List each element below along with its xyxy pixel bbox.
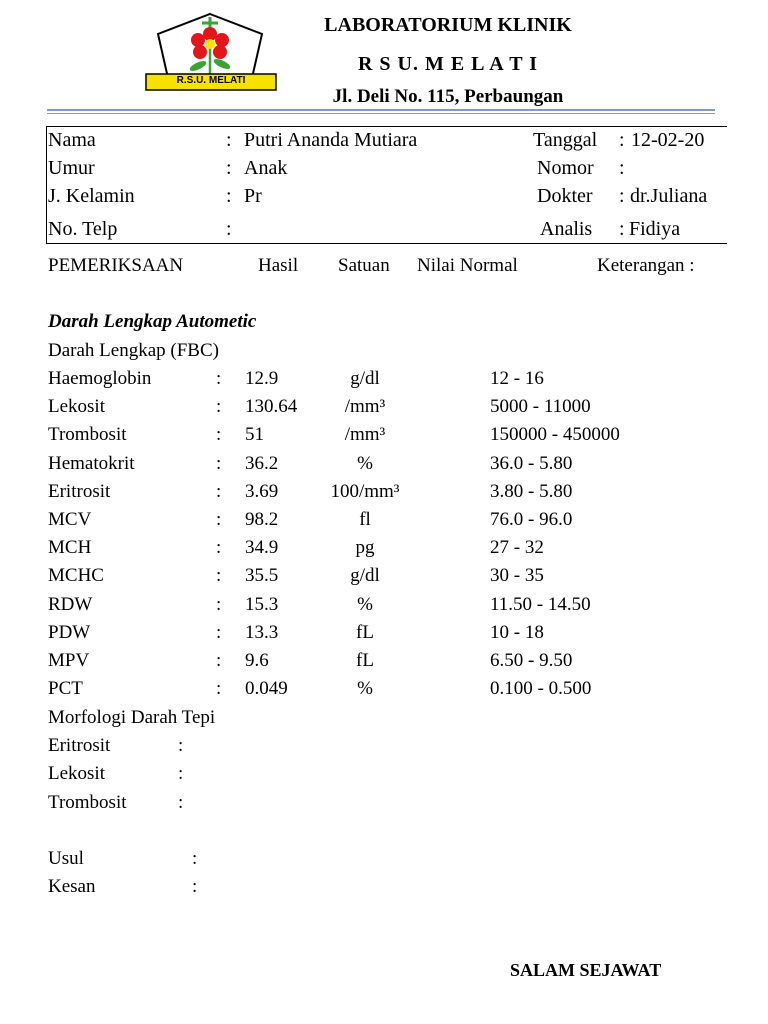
hospital-logo <box>140 12 280 92</box>
result-normal: 36.0 - 5.80 <box>490 453 573 474</box>
colon: : <box>226 157 232 179</box>
header-divider <box>47 109 715 111</box>
result-name: MCV <box>48 509 92 530</box>
colon: : <box>178 735 184 756</box>
colon: : <box>226 218 232 240</box>
result-name: RDW <box>48 594 93 615</box>
footer-field-label: Kesan <box>48 876 96 897</box>
result-unit: /mm³ <box>344 396 386 417</box>
result-name: MPV <box>48 650 90 671</box>
result-value: 9.6 <box>245 650 269 671</box>
section-subtitle: Darah Lengkap (FBC) <box>48 340 219 361</box>
patient-sex-label: J. Kelamin <box>48 185 135 207</box>
hospital-name: R S U. M E L A T I <box>357 53 539 75</box>
patient-name-label: Nama <box>48 129 96 151</box>
result-value: 36.2 <box>245 453 279 474</box>
result-name: PDW <box>48 622 91 643</box>
colon: : <box>192 848 198 869</box>
result-normal: 150000 - 450000 <box>490 424 620 445</box>
colon: : <box>619 185 625 207</box>
result-unit: g/dl <box>350 565 380 586</box>
colon: : <box>216 368 222 389</box>
result-name: Eritrosit <box>48 481 111 502</box>
col-hasil: Hasil <box>258 255 299 276</box>
section-title: Darah Lengkap Autometic <box>48 311 257 332</box>
result-normal: 76.0 - 96.0 <box>490 509 573 530</box>
colon: : <box>226 185 232 207</box>
col-satuan: Satuan <box>338 255 390 276</box>
colon: : <box>216 453 222 474</box>
result-unit: % <box>357 594 373 615</box>
result-name: Lekosit <box>48 396 105 417</box>
col-pemeriksaan: PEMERIKSAAN <box>48 255 184 276</box>
result-normal: 5000 - 11000 <box>490 396 591 417</box>
colon: : <box>226 129 232 151</box>
result-value: 130.64 <box>245 396 298 417</box>
result-unit: g/dl <box>350 368 380 389</box>
colon: : <box>178 763 184 784</box>
colon: : <box>216 396 222 417</box>
result-value: 15.3 <box>245 594 279 615</box>
colon: : <box>216 481 222 502</box>
result-normal: 27 - 32 <box>490 537 544 558</box>
patient-age-value: Anak <box>244 157 288 179</box>
footer-field-label: Usul <box>48 848 84 869</box>
col-keterangan: Keterangan : <box>597 255 695 276</box>
colon: : <box>216 537 222 558</box>
doctor-label: Dokter <box>537 185 593 207</box>
result-value: 0.049 <box>245 678 288 699</box>
colon: : <box>619 218 625 240</box>
result-normal: 0.100 - 0.500 <box>490 678 592 699</box>
result-unit: % <box>357 678 373 699</box>
patient-sex-value: Pr <box>244 185 262 207</box>
result-unit: pg <box>355 537 375 558</box>
result-value: 12.9 <box>245 368 279 389</box>
colon: : <box>216 650 222 671</box>
date-label: Tanggal <box>533 129 598 151</box>
result-unit: /mm³ <box>344 424 386 445</box>
result-value: 13.3 <box>245 622 279 643</box>
header-divider-thin <box>47 113 715 114</box>
result-unit: fL <box>356 622 374 643</box>
result-normal: 6.50 - 9.50 <box>490 650 573 671</box>
analyst-label: Analis <box>540 218 593 240</box>
result-name: MCHC <box>48 565 104 586</box>
colon: : <box>216 565 222 586</box>
result-unit: fL <box>356 650 374 671</box>
colon: : <box>619 157 625 179</box>
result-name: MCH <box>48 537 92 558</box>
result-unit: fl <box>359 509 371 530</box>
colon: : <box>216 424 222 445</box>
doctor-value: dr.Juliana <box>630 185 708 207</box>
result-value: 3.69 <box>245 481 279 502</box>
result-normal: 10 - 18 <box>490 622 544 643</box>
result-value: 35.5 <box>245 565 279 586</box>
morfologi-title: Morfologi Darah Tepi <box>48 707 216 728</box>
patient-name-value: Putri Ananda Mutiara <box>244 129 418 151</box>
patient-phone-label: No. Telp <box>48 218 118 240</box>
morfologi-item: Eritrosit <box>48 735 111 756</box>
result-name: Haemoglobin <box>48 368 152 389</box>
colon: : <box>192 876 198 897</box>
colon: : <box>216 678 222 699</box>
colon: : <box>178 792 184 813</box>
col-nilai-normal: Nilai Normal <box>417 255 518 276</box>
lab-title: LABORATORIUM KLINIK <box>324 14 572 36</box>
morfologi-item: Lekosit <box>48 763 105 784</box>
result-normal: 3.80 - 5.80 <box>490 481 573 502</box>
closing-text: SALAM SEJAWAT <box>510 960 662 980</box>
result-name: Hematokrit <box>48 453 135 474</box>
result-name: Trombosit <box>48 424 127 445</box>
result-name: PCT <box>48 678 83 699</box>
analyst-value: Fidiya <box>629 218 681 240</box>
result-normal: 11.50 - 14.50 <box>490 594 591 615</box>
result-normal: 30 - 35 <box>490 565 544 586</box>
colon: : <box>619 129 625 151</box>
result-unit: 100/mm³ <box>330 481 400 502</box>
date-value: 12-02-20 <box>631 129 705 151</box>
result-normal: 12 - 16 <box>490 368 544 389</box>
hospital-address: Jl. Deli No. 115, Perbaungan <box>332 86 564 107</box>
result-value: 98.2 <box>245 509 279 530</box>
colon: : <box>216 622 222 643</box>
logo-text: R.S.U. MELATI <box>176 75 246 86</box>
result-unit: % <box>357 453 373 474</box>
colon: : <box>216 594 222 615</box>
patient-age-label: Umur <box>48 157 95 179</box>
morfologi-item: Trombosit <box>48 792 127 813</box>
result-value: 34.9 <box>245 537 279 558</box>
result-value: 51 <box>245 424 264 445</box>
number-label: Nomor <box>537 157 594 179</box>
colon: : <box>216 509 222 530</box>
